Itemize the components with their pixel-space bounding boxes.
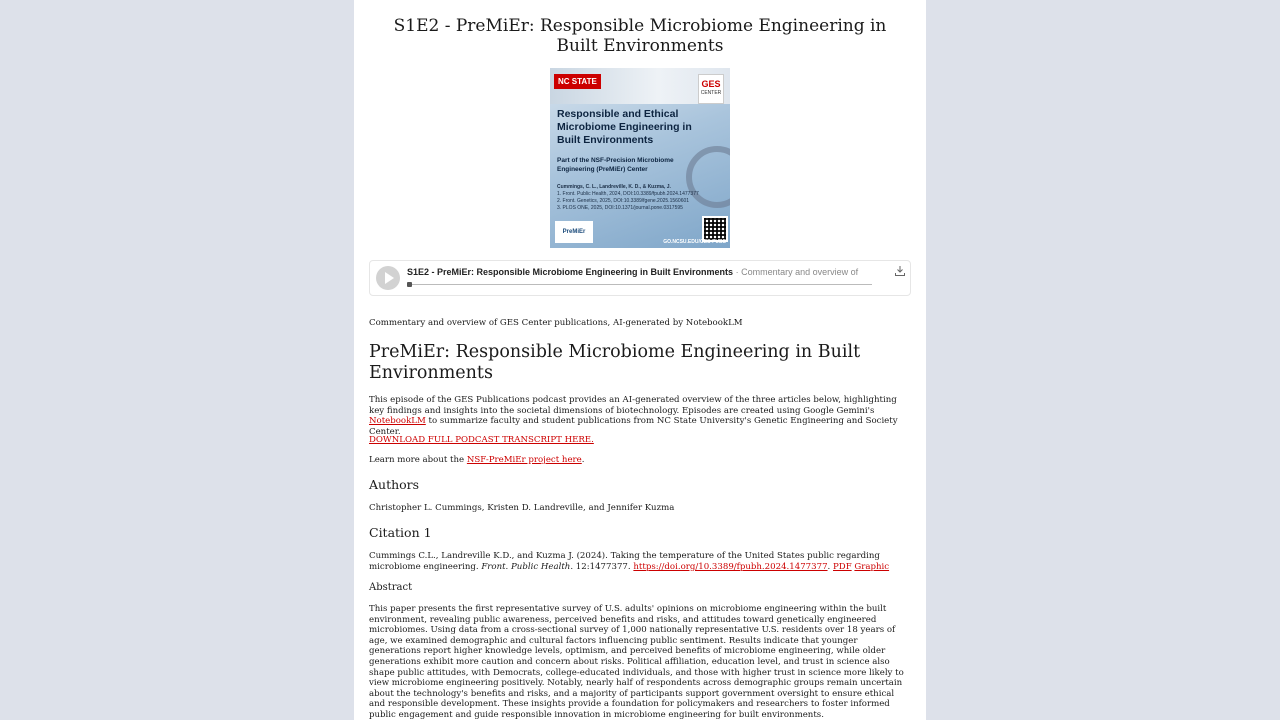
premier-logo: PreMiEr (555, 221, 593, 243)
play-button[interactable] (376, 266, 400, 290)
cover-url: GO.NCSU.EDU/GES-PUBS (663, 239, 726, 245)
doi-link[interactable]: https://doi.org/10.3389/fpubh.2024.1477377 (633, 561, 828, 572)
intro-line: Commentary and overview of GES Center publications, AI-generated by NotebookLM (369, 318, 743, 328)
notebooklm-link[interactable]: NotebookLM (369, 416, 426, 427)
cover-title: Responsible and Ethical Microbiome Engineering in Built Environments (557, 108, 692, 146)
article-heading: PreMiEr: Responsible Microbiome Engineering in Built Environments (369, 342, 861, 383)
download-transcript-link[interactable]: DOWNLOAD FULL PODCAST TRANSCRIPT HERE. (369, 435, 594, 445)
progress-handle[interactable] (407, 282, 412, 287)
progress-track[interactable] (407, 284, 872, 285)
download-icon[interactable] (894, 265, 906, 277)
episode-cover-image (550, 68, 730, 248)
cover-subtitle: Part of the NSF-Precision Microbiome Engineering (PreMiEr) Center (557, 157, 674, 173)
nc-state-logo: NC STATE (554, 74, 601, 89)
citation-heading: Citation 1 (369, 525, 432, 540)
podcast-player (369, 260, 911, 296)
article-page (354, 0, 926, 720)
player-title: S1E2 - PreMiEr: Responsible Microbiome Engineering in Built Environments · Commentary and overview of (407, 267, 859, 277)
authors-heading: Authors (369, 477, 420, 492)
citation-text: Cummings C.L., Landreville K.D., and Kuzma J. (2024). Taking the temperature of the United States public regarding microbiome engineering. Front. Public Health. 12:1477377. https://doi.org/10.3389/fpubh.2024.1477377. PDF Graphic (369, 551, 890, 572)
ges-center-logo: GES CENTER (698, 74, 724, 104)
graphic-link[interactable]: Graphic (854, 561, 890, 572)
intro-paragraph: This episode of the GES Publications podcast provides an AI-generated overview of the three articles below, highlighting key findings and insights into the societal dimensions of biotechnology. Episodes are created using Google Gemini's NotebookLM to summarize faculty and student publications from NC State University's Genetic Engineering and Society Center. (369, 395, 898, 437)
pdf-link[interactable]: PDF (833, 561, 852, 572)
premier-project-link[interactable]: NSF-PreMiEr project here (466, 455, 582, 465)
learn-more-paragraph: Learn more about the NSF-PreMiEr project here. (369, 455, 585, 465)
episode-title: S1E2 - PreMiEr: Responsible Microbiome Engineering in Built Environments (393, 16, 887, 56)
abstract-text: This paper presents the first representative survey of U.S. adults' opinions on microbiome engineering within the built environment, revealing public awareness, perceived benefits and risks, and attitudes toward genetically engineered microbiomes. Using data from a cross-sectional survey of 1,000 nationally representative U.S. residents over 18 years of age, we examined demographic and cultural factors influencing public sentiment. Results indicate that younger generations report higher knowledge levels, optimism, and perceived benefits of microbiome engineering, while older generations exhibit more caution and concern about risks. Political affiliation, education level, and trust in science also shape public attitudes, with Democrats, college-educated individuals, and those with higher trust in science more likely to view microbiome engineering positively. Notably, nearly half of respondents across demographic groups remain uncertain about the technology's benefits and risks, and a majority of participants support government oversight to ensure ethical and responsible development. These insights provide a foundation for policymakers and researchers to foster informed public engagement and guide responsible innovation in microbiome engineering for built environments. (369, 604, 904, 720)
abstract-heading: Abstract (369, 582, 413, 593)
authors-text: Christopher L. Cummings, Kristen D. Landreville, and Jennifer Kuzma (369, 503, 675, 513)
download-paragraph (369, 435, 911, 446)
cover-references: Cummings, C. L., Landreville, K. D., & Kuzma, J. 1. Front. Public Health, 2024, DOI:10.3389/fpubh.2024.1477377 2. Front. Genetics, 2025, DOI:10.3389/fgene.2025.1560601 3. PLOS ONE, 2025, DOI:10.1371/journal.pone.0317595 (557, 184, 699, 211)
